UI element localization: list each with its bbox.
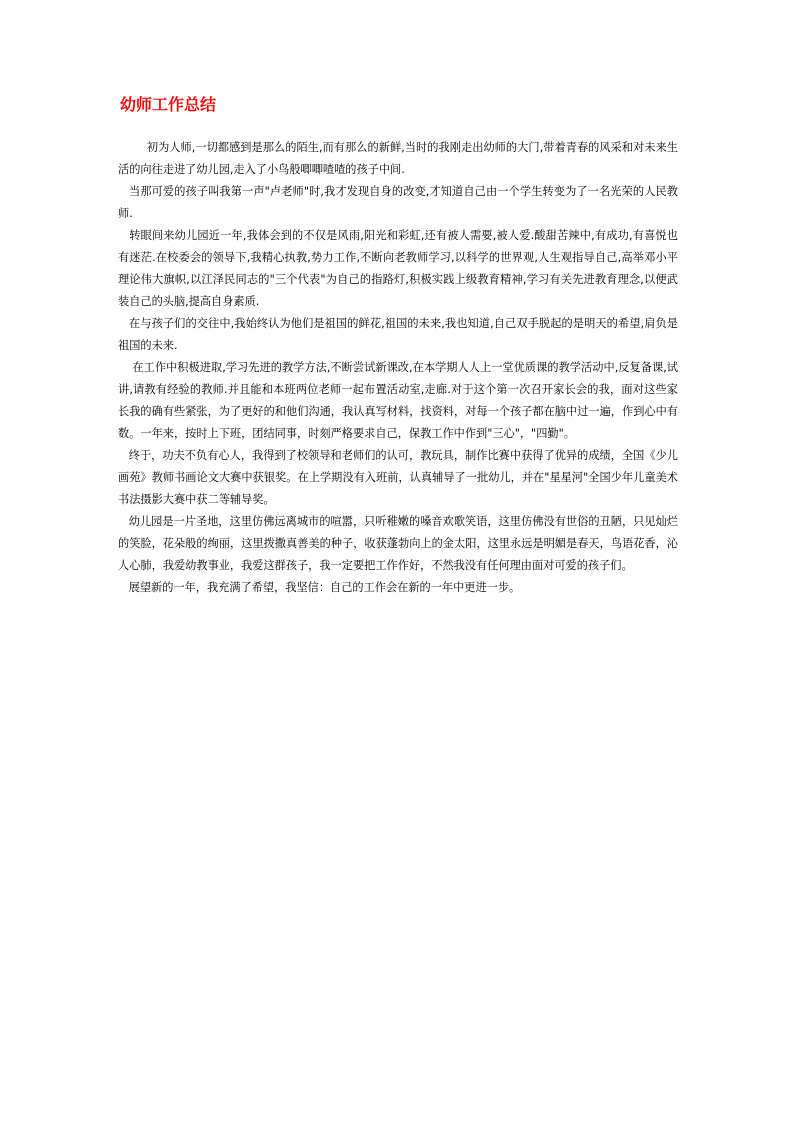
paragraph: 在与孩子们的交往中,我始终认为他们是祖国的鲜花,祖国的未来,我也知道,自己双手脱起的是明天的希望,肩负是祖国的未来. <box>118 317 678 352</box>
paragraph: 初为人师,一切都感到是那么的陌生,而有那么的新鲜,当时的我刚走出幼师的大门,带着青春的风采和对未来生活的向往走进了幼儿园,走入了小鸟般唧唧喳喳的孩子中间. <box>118 141 678 176</box>
paragraph: 转眼间来幼儿园近一年,我体会到的不仅是风雨,阳光和彩虹,还有被人需要,被人爱.酸甜苦辣中,有成功,有喜悦也有迷茫.在校委会的领导下,我精心执教,势力工作,不断向老教师学习,以科学的世界观,人生观指导自己,高举邓小平理论伟大旗帜,以江泽民同志的"三个代表"为自己的指路灯,积极实践上级教育精神,学习有关先进教育理念,以便武装自己的头脑,提高自身素质. <box>118 229 678 308</box>
paragraph: 在工作中积极进取,学习先进的教学方法,不断尝试新课改,在本学期人人上一堂优质课的教学活动中,反复备课,试讲,请教有经验的教师.并且能和本班两位老师一起布置活动室,走廊.对于这个第一次召开家长会的我，面对这些家长我的确有些紧张，为了更好的和他们沟通，我认真写材料，找资料，对每一个孩子都在脑中过一遍，作到心中有数。一年来，按时上下班，团结同事，时刻严格要求自己，保教工作中作到"三心"，"四勤"。 <box>118 361 678 440</box>
document-title: 幼师工作总结 <box>120 95 217 114</box>
paragraph: 当那可爱的孩子叫我第一声"卢老师"时,我才发现自身的改变,才知道自己由一个学生转变为了一名光荣的人民教师. <box>118 185 678 220</box>
paragraph: 终于，功夫不负有心人，我得到了校领导和老师们的认可，教玩具，制作比赛中获得了优异的成绩，全国《少儿画苑》教师书画论文大赛中获银奖。在上学期没有入班前，认真辅导了一批幼儿，并在"星星河"全国少年儿童美术书法摄影大赛中获二等辅导奖。 <box>118 449 678 506</box>
paragraph: 展望新的一年，我充满了希望，我坚信：自己的工作会在新的一年中更进一步。 <box>118 581 521 594</box>
document-body <box>118 137 678 599</box>
paragraph: 幼儿园是一片圣地，这里仿佛远离城市的喧嚣，只听稚嫩的嗓音欢歌笑语，这里仿佛没有世俗的丑陋，只见灿烂的笑脸，花朵般的绚丽，这里拨撒真善美的种子，收获蓬勃向上的金太阳，这里永远是明媚是春天，鸟语花香，沁人心肺，我爱幼教事业，我爱这群孩子，我一定要把工作作好，不然我没有任何理由面对可爱的孩子们。 <box>118 515 678 572</box>
